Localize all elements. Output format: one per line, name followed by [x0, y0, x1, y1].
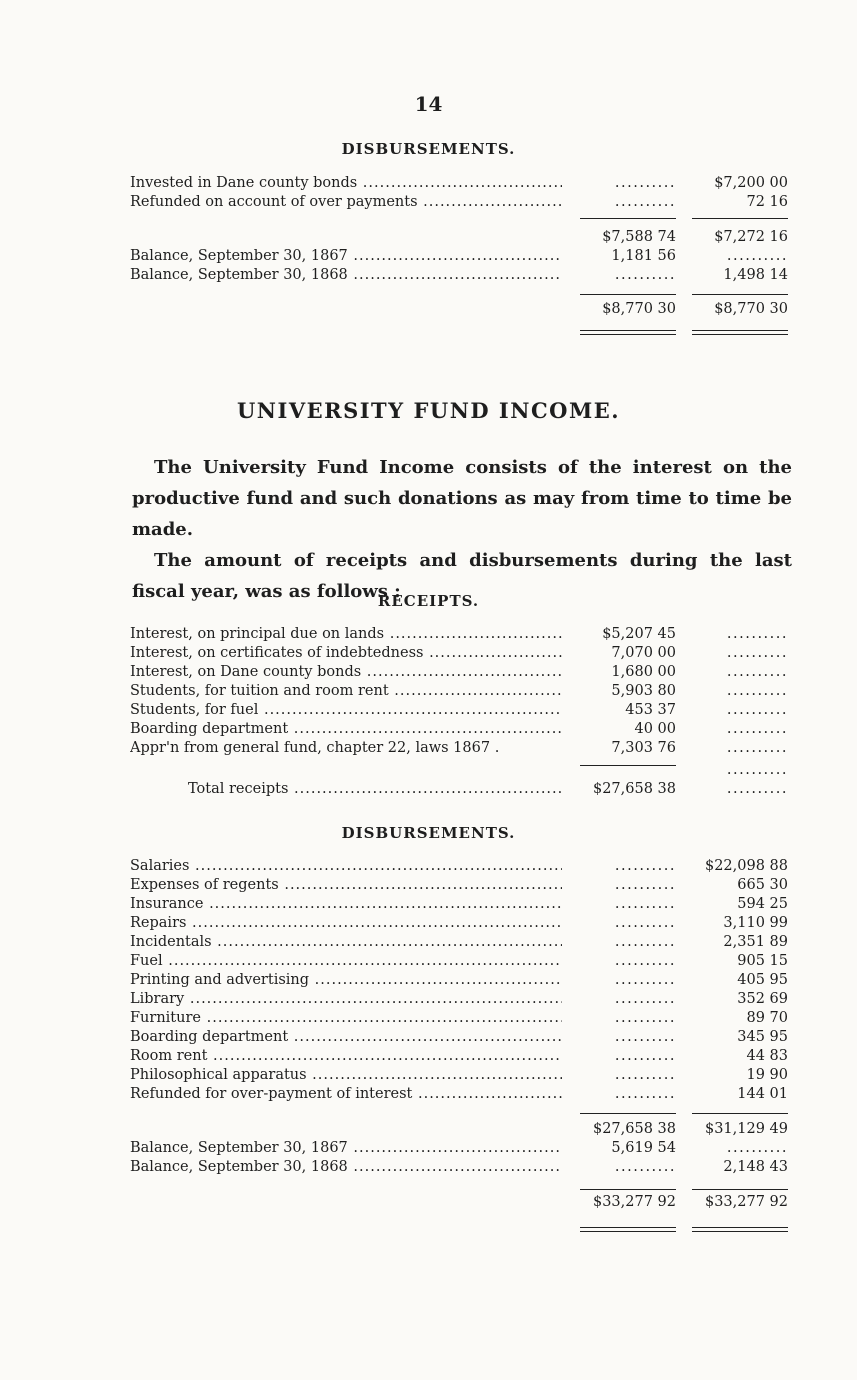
rule-col2 [692, 1113, 788, 1114]
row-label: Appr'n from general fund, chapter 22, laws 1867 . [130, 740, 500, 756]
row-col2: .......... [726, 664, 788, 680]
row-label: Library ..... [130, 990, 562, 1009]
total-row [130, 300, 790, 319]
row-col1: 7,303 76 [611, 740, 676, 756]
rule-col1 [580, 294, 676, 295]
row-col2: 2,148 43 [723, 1159, 788, 1175]
row-label: Fuel ..... [130, 952, 562, 971]
ledger-row [130, 1009, 790, 1028]
row-label: Interest, on principal due on lands ..... [130, 625, 562, 644]
row-label: Refunded for over-payment of interest ..... [130, 1085, 562, 1104]
row-col2: $7,200 00 [714, 175, 788, 191]
intro-text [132, 452, 792, 607]
ledger-row [130, 720, 790, 739]
section-heading-disbursements: DISBURSEMENTS. [341, 824, 516, 842]
row-label: Insurance ..... [130, 895, 562, 914]
page-title: UNIVERSITY FUND INCOME. [236, 398, 621, 423]
subtotal-row [130, 228, 790, 247]
row-col2: 352 69 [737, 991, 788, 1007]
row-label: Furniture ..... [130, 1009, 562, 1028]
ledger-row [130, 857, 790, 876]
row-col1: $5,207 45 [602, 626, 676, 642]
ledger-row [130, 895, 790, 914]
ledger-row [130, 682, 790, 701]
row-col2: .......... [726, 626, 788, 642]
total-receipts-row [130, 780, 790, 799]
row-col1: .......... [614, 1086, 676, 1102]
row-col1: .......... [614, 1048, 676, 1064]
rule-col1 [580, 1113, 676, 1114]
ledger-row [130, 1028, 790, 1047]
subtotal-col2: $7,272 16 [714, 229, 788, 245]
row-label: Interest, on Dane county bonds ..... [130, 663, 562, 682]
subtotal-row [130, 1120, 790, 1139]
row-col1: 5,903 80 [611, 683, 676, 699]
row-col1: .......... [614, 1010, 676, 1026]
row-label: Balance, September 30, 1868 ..... [130, 1158, 562, 1177]
double-rule-col1 [580, 330, 676, 335]
ledger-row [130, 933, 790, 952]
row-col2: .......... [726, 645, 788, 661]
row-col2: 405 95 [737, 972, 788, 988]
row-col1: .......... [614, 1067, 676, 1083]
total-col2: .......... [726, 781, 788, 797]
total-col1: $27,658 38 [592, 781, 676, 797]
row-col2: 144 01 [737, 1086, 788, 1102]
total-col1: $33,277 92 [592, 1194, 676, 1210]
row-col2: $22,098 88 [704, 858, 788, 874]
row-col1: 40 00 [634, 721, 676, 737]
row-col2: 2,351 89 [723, 934, 788, 950]
row-label: Boarding department ..... [130, 1028, 562, 1047]
ledger-row [130, 193, 790, 212]
row-col2: .......... [726, 702, 788, 718]
row-col2: 594 25 [737, 896, 788, 912]
row-col2: .......... [726, 248, 788, 264]
ledger-row [130, 952, 790, 971]
row-col2: 345 95 [737, 1029, 788, 1045]
row-label: Salaries ..... [130, 857, 562, 876]
rule-col1 [580, 218, 676, 219]
row-col1: .......... [614, 877, 676, 893]
row-col1: .......... [614, 858, 676, 874]
ledger-row [130, 739, 790, 758]
row-col2: 19 90 [746, 1067, 788, 1083]
row-col1: .......... [614, 972, 676, 988]
row-label: Invested in Dane county bonds ..... [130, 174, 562, 193]
row-col2: 905 15 [737, 953, 788, 969]
ledger-row [130, 914, 790, 933]
subtotal-col1: $27,658 38 [592, 1121, 676, 1137]
spacer-row [130, 761, 790, 780]
rule-col2 [692, 294, 788, 295]
total-col1: $8,770 30 [602, 301, 676, 317]
row-col2: .......... [726, 1140, 788, 1156]
row-col1: .......... [614, 991, 676, 1007]
section-heading-receipts: RECEIPTS. [377, 592, 480, 610]
ledger-row [130, 1085, 790, 1104]
row-label: Expenses of regents ..... [130, 876, 562, 895]
row-label: Refunded on account of over payments ..... [130, 193, 562, 212]
row-col2: .......... [726, 721, 788, 737]
row-col2: 72 16 [746, 194, 788, 210]
ledger-row [130, 663, 790, 682]
balance-row [130, 247, 790, 266]
total-label: Total receipts ..... [188, 780, 562, 799]
row-col1: 453 37 [625, 702, 676, 718]
section-heading-disbursements: DISBURSEMENTS. [341, 140, 516, 158]
row-col2: 1,498 14 [723, 267, 788, 283]
balance-row [130, 266, 790, 285]
row-col1: .......... [614, 194, 676, 210]
double-rule-col1 [580, 1227, 676, 1232]
row-label: Philosophical apparatus ..... [130, 1066, 562, 1085]
rule-col1 [580, 1189, 676, 1190]
disbursements-ledger-2 [130, 857, 790, 1212]
ledger-row [130, 625, 790, 644]
row-label: Students, for fuel ..... [130, 701, 562, 720]
row-label: Printing and advertising ..... [130, 971, 562, 990]
rule-col2 [692, 218, 788, 219]
row-col1: .......... [614, 175, 676, 191]
subtotal-col2: $31,129 49 [704, 1121, 788, 1137]
row-label: Balance, September 30, 1868 ..... [130, 266, 562, 285]
row-col1: 1,181 56 [611, 248, 676, 264]
row-col1: .......... [614, 915, 676, 931]
disbursements-ledger-1 [130, 174, 790, 319]
row-col1: 7,070 00 [611, 645, 676, 661]
ledger-row [130, 990, 790, 1009]
row-col2: 89 70 [746, 1010, 788, 1026]
row-col1: .......... [614, 953, 676, 969]
row-col1: .......... [614, 267, 676, 283]
ledger-row [130, 876, 790, 895]
subtotal-col1: $7,588 74 [602, 229, 676, 245]
ledger-row [130, 1047, 790, 1066]
ledger-row [130, 971, 790, 990]
row-col1: .......... [614, 1159, 676, 1175]
row-col2: .......... [726, 683, 788, 699]
row-label: Boarding department ..... [130, 720, 562, 739]
double-rule-col2 [692, 1227, 788, 1232]
balance-row [130, 1139, 790, 1158]
row-col2: 665 30 [737, 877, 788, 893]
row-col1: 5,619 54 [611, 1140, 676, 1156]
row-col1: 1,680 00 [611, 664, 676, 680]
total-row [130, 1193, 790, 1212]
receipts-ledger [130, 625, 790, 799]
row-col2: .......... [726, 762, 788, 778]
page-number: 14 [414, 92, 443, 116]
row-label: Balance, September 30, 1867 ..... [130, 247, 562, 266]
row-label: Room rent ..... [130, 1047, 562, 1066]
balance-row [130, 1158, 790, 1177]
row-col1: .......... [614, 896, 676, 912]
row-label: Repairs ..... [130, 914, 562, 933]
row-col2: .......... [726, 740, 788, 756]
row-label: Interest, on certificates of indebtedness ..... [130, 644, 562, 663]
row-col2: 44 83 [746, 1048, 788, 1064]
total-col2: $8,770 30 [714, 301, 788, 317]
paragraph: The amount of receipts and disbursements during the last fiscal year, was as follows : [132, 550, 792, 602]
double-rule-col2 [692, 330, 788, 335]
ledger-row [130, 174, 790, 193]
row-label: Students, for tuition and room rent ..... [130, 682, 562, 701]
paragraph: The University Fund Income consists of the interest on the productive fund and such donations as may from time to time be made. [132, 457, 792, 540]
row-label: Incidentals ..... [130, 933, 562, 952]
rule-col2 [692, 1189, 788, 1190]
total-col2: $33,277 92 [704, 1194, 788, 1210]
ledger-row [130, 701, 790, 720]
row-col1: .......... [614, 1029, 676, 1045]
ledger-row [130, 644, 790, 663]
row-label: Balance, September 30, 1867 ..... [130, 1139, 562, 1158]
row-col1: .......... [614, 934, 676, 950]
row-col2: 3,110 99 [723, 915, 788, 931]
ledger-row [130, 1066, 790, 1085]
